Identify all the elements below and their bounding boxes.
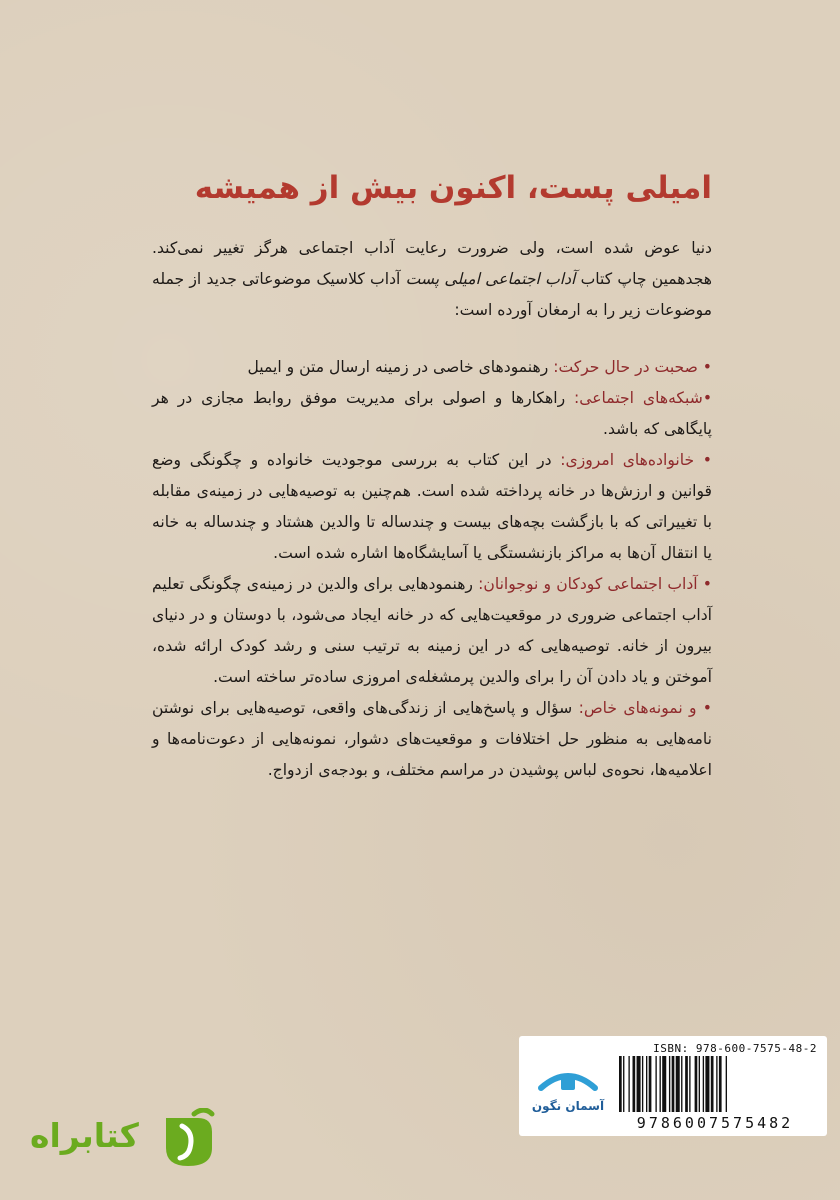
barcode-bar — [623, 1056, 624, 1112]
barcode-bar — [619, 1056, 622, 1112]
barcode-bar — [711, 1056, 714, 1112]
barcode-bar — [662, 1056, 666, 1112]
barcode-bar — [633, 1056, 636, 1112]
cover-heading: امیلی پست، اکنون بیش از همیشه — [194, 170, 712, 206]
barcode-bar — [705, 1056, 709, 1112]
publisher-logo-text: آسمان نگون — [531, 1099, 605, 1113]
barcode-bar — [642, 1056, 643, 1112]
topic-special-examples — [152, 693, 712, 786]
topic-text: در این کتاب به بررسی موجودیت خانواده و چگونگی وضع قوانین و ارزش‌ها در خانه پرداخته شده است. هم‌چنین به توصیه‌هایی در زمینه‌ی مقابله با تغییراتی که با بازگشت بچه‌های بیست و چندساله تا والدین هشتاد و چندساله به خانه یا انتقال آن‌ها به مراکز بازنشستگی یا آسایشگاه‌ها اشاره شده است. — [152, 451, 712, 563]
barcode-block — [519, 1036, 827, 1136]
barcode-bar — [726, 1056, 727, 1112]
isbn-label: ISBN: 978-600-7575-48-2 — [653, 1042, 817, 1055]
barcode-bar — [685, 1056, 688, 1112]
ketabrah-watermark — [30, 1108, 220, 1174]
barcode-bar — [628, 1056, 629, 1112]
topic-children-etiquette — [152, 569, 712, 693]
topic-text: سؤال و پاسخ‌هایی از زندگی‌های واقعی، توصیه‌هایی برای نوشتن نامه‌هایی به منظور حل اختلافات و موقعیت‌های دشوار، نمونه‌هایی از دعوت‌نامه‌ها و اعلامیه‌ها، نحوه‌ی لباس پوشیدن در مراسم مختلف، و بودجه‌ی ازدواج. — [152, 699, 712, 780]
topic-modern-families — [152, 445, 712, 569]
barcode-bar — [660, 1056, 661, 1112]
barcode-bar — [681, 1056, 682, 1112]
watermark-text: کتابراه — [30, 1116, 139, 1155]
barcode-bar — [669, 1056, 670, 1112]
topic-label: • صحبت در حال حرکت: — [553, 358, 712, 377]
topic-mobile-etiquette — [152, 352, 712, 383]
intro-text-2: آداب کلاسیک موضوعاتی جدید از جمله موضوعات زیر را به ارمغان آورده است: — [152, 270, 712, 320]
barcode-bar — [637, 1056, 641, 1112]
barcode-digits: 9786007575482 — [636, 1114, 794, 1132]
barcode-bar — [689, 1056, 690, 1112]
topic-text: رهنمودهایی برای والدین در زمینه‌ی چگونگی تعلیم آداب اجتماعی ضروری در موقعیت‌هایی که در خانه ایجاد می‌شود، با دوستان و در دنیای بیرون از خانه. توصیه‌هایی که در این زمینه به ترتیب سنی و رشد کودک ارائه شده، آموختن و یاد دادن آن را برای والدین پرمشغله‌ی امروزی ساده‌تر ساخته است. — [152, 575, 712, 687]
book-title: آداب اجتماعی امیلی پست — [405, 270, 576, 289]
barcode-bar — [646, 1056, 647, 1112]
topic-text: راهکارها و اصولی برای مدیریت موفق روابط مجازی در هر پایگاهی که باشد. — [152, 389, 712, 439]
ketabrah-logo-icon — [158, 1108, 218, 1172]
publisher-logo-icon — [527, 1058, 609, 1128]
back-cover-text — [152, 170, 712, 786]
topic-label: •شبکه‌های اجتماعی: — [574, 389, 713, 408]
barcode-bar — [649, 1056, 652, 1112]
barcode-bar — [676, 1056, 680, 1112]
barcode-bar — [699, 1056, 700, 1112]
topic-label: • آداب اجتماعی کودکان و نوجوانان: — [478, 575, 712, 594]
topic-text: رهنمودهای خاصی در زمینه ارسال متن و ایمیل — [247, 358, 554, 377]
topic-label: • و نمونه‌های خاص: — [578, 699, 713, 718]
barcode-bar — [719, 1056, 722, 1112]
barcode-bar — [703, 1056, 704, 1112]
topic-label: • خانواده‌های امروزی: — [560, 451, 712, 470]
intro-text-1: دنیا عوض شده است، ولی ضرورت رعایت آداب اجتماعی هرگز تغییر نمی‌کند. هجدهمین چاپ کتاب — [152, 239, 712, 289]
barcode-bar — [695, 1056, 698, 1112]
barcode-bar — [716, 1056, 717, 1112]
topic-social-networks — [152, 383, 712, 445]
barcode-bar — [655, 1056, 656, 1112]
barcode-bars — [619, 1056, 819, 1112]
barcode-bar — [672, 1056, 675, 1112]
intro-paragraph — [152, 233, 712, 326]
